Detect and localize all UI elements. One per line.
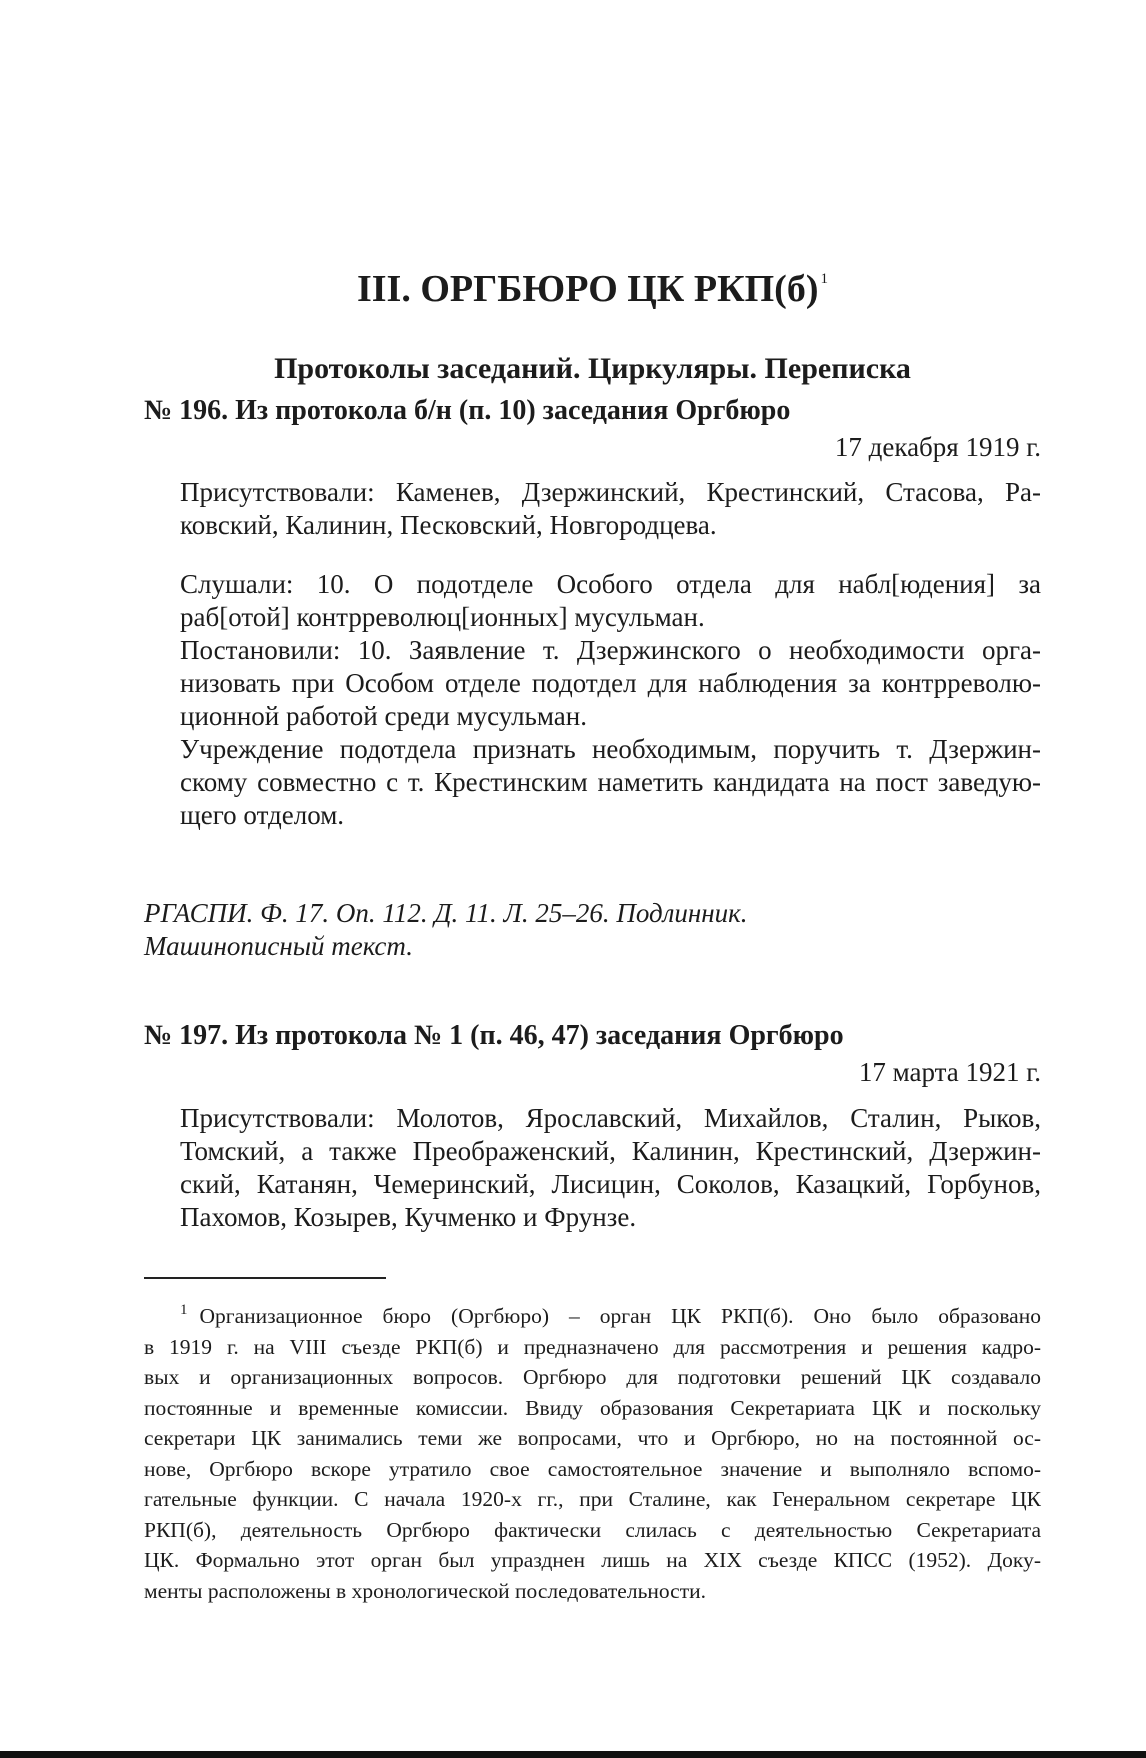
footnote-line: вых и организационных вопросов. Оргбюро для подготовки решений ЦК создавало <box>144 1365 1041 1389</box>
document-196-resolved <box>144 634 1041 733</box>
footnote-line: в 1919 г. на VIII съезде РКП(б) и предназначено для рассмотрения и решения кадро- <box>144 1334 1041 1359</box>
source-line: Машинописный текст. <box>144 931 413 961</box>
text-line: ковский, Калинин, Песковский, Новгородцева. <box>180 510 717 540</box>
document-196-decision <box>144 733 1041 832</box>
document-197-heading: № 197. Из протокола № 1 (п. 46, 47) заседания Оргбюро <box>144 1020 844 1051</box>
document-196-source <box>144 897 1041 963</box>
document-196 <box>144 393 1041 465</box>
text-line: низовать при Особом отделе подотдел для наблюдения за контрреволю- <box>180 668 1041 698</box>
footnote-mark: 1 <box>180 1302 188 1318</box>
footnote-line: постоянные и временные комиссии. Ввиду образования Секретариата ЦК и поскольку <box>144 1395 1041 1420</box>
subsection-title: Протоколы заседаний. Циркуляры. Переписка <box>274 352 911 385</box>
section-title <box>144 255 1041 313</box>
source-line: РГАСПИ. Ф. 17. Оп. 112. Д. 11. Л. 25–26. Подлинник. <box>144 898 748 928</box>
document-197 <box>144 1018 1041 1090</box>
footnote-text: Организационное бюро (Оргбюро) – орган ЦК РКП(б). Оно было образовано <box>199 1304 1041 1328</box>
text-line: Постановили: 10. Заявление т. Дзержинского о необходимости орга- <box>180 635 1041 665</box>
text-line: Присутствовали: Молотов, Ярославский, Михайлов, Сталин, Рыков, <box>180 1103 1041 1133</box>
document-196-present <box>144 476 1041 542</box>
text-line: Слушали: 10. О подотделе Особого отдела для набл[юдения] за <box>180 569 1041 599</box>
text-line: ский, Катанян, Чемеринский, Лисицин, Соколов, Казацкий, Горбунов, <box>180 1169 1041 1199</box>
footnote-line: нове, Оргбюро вскоре утратило свое самостоятельное значение и выполняло вспомо- <box>144 1456 1041 1481</box>
footnote-line: менты расположены в хронологической последовательности. <box>144 1578 706 1603</box>
text-line: ционной работой среди мусульман. <box>180 701 587 731</box>
text-line: Присутствовали: Каменев, Дзержинский, Крестинский, Стасова, Ра- <box>180 477 1041 507</box>
text-line: щего отделом. <box>180 800 345 830</box>
text-line: скому совместно с т. Крестинским наметить кандидата на пост заведую- <box>180 767 1041 797</box>
text-line: Томский, а также Преображенский, Калинин, Крестинский, Дзержин- <box>180 1136 1041 1166</box>
text-line: Пахомов, Козырев, Кучменко и Фрунзе. <box>180 1202 637 1232</box>
footnote-line: секретари ЦК занимались теми же вопросами, что и Оргбюро, но на постоянной ос- <box>144 1426 1041 1450</box>
text-line: Учреждение подотдела признать необходимым, поручить т. Дзержин- <box>180 734 1041 764</box>
text-line: раб[отой] контрреволюц[ионных] мусульман. <box>180 602 705 632</box>
document-197-date: 17 марта 1921 г. <box>858 1057 1041 1087</box>
footnote-divider <box>144 1277 386 1279</box>
footnote-line: гательные функции. С начала 1920-х гг., при Сталине, как Генеральном секретаре ЦК <box>144 1487 1041 1511</box>
footnote-line: ЦК. Формально этот орган был упразднен лишь на XIX съезде КПСС (1952). Доку- <box>144 1548 1041 1572</box>
page-bottom-edge <box>0 1751 1146 1758</box>
document-196-heard <box>144 568 1041 634</box>
document-196-date: 17 декабря 1919 г. <box>834 432 1041 462</box>
document-196-heading: № 196. Из протокола б/н (п. 10) заседания Оргбюро <box>144 395 791 426</box>
footnote <box>144 1295 1041 1606</box>
document-197-present <box>144 1102 1041 1234</box>
footnote-reference[interactable]: 1 <box>820 271 828 287</box>
section-title-text: III. ОРГБЮРО ЦК РКП(б) <box>356 268 819 310</box>
footnote-line <box>144 1295 1041 1332</box>
footnote-line: РКП(б), деятельность Оргбюро фактически слилась с деятельностью Секретариата <box>144 1517 1041 1542</box>
